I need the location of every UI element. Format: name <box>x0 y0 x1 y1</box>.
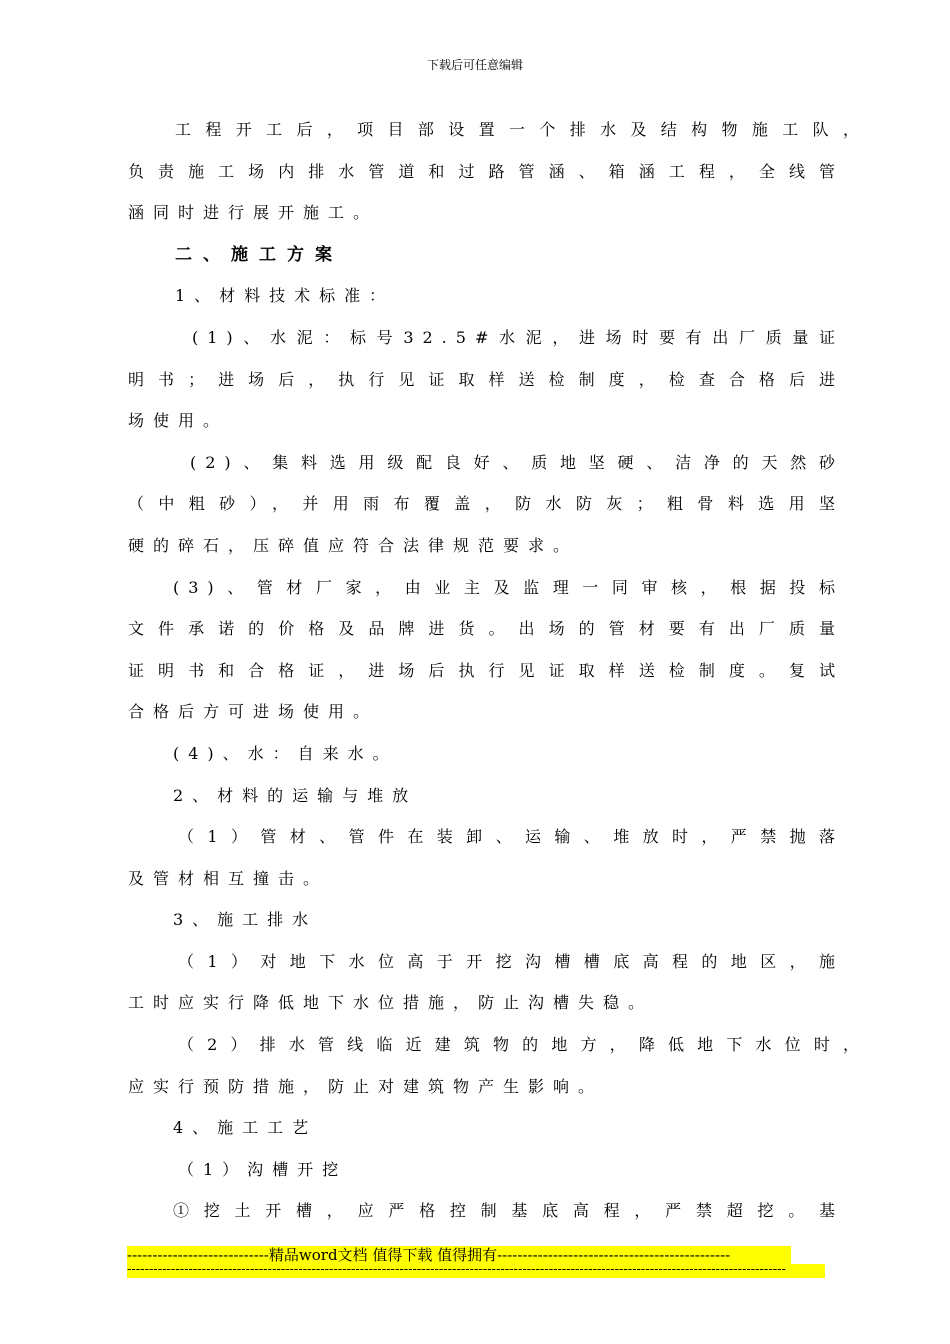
paragraph-line: 场使用。 <box>128 411 229 431</box>
paragraph-line: 4、施工工艺 <box>173 1118 318 1138</box>
paragraph-line: (2)、集料选用级配良好、质地坚硬、洁净的天然砂 <box>190 452 844 472</box>
paragraph-line: 1、材料技术标准： <box>175 286 395 306</box>
paragraph-line: （1）对地下水位高于开挖沟槽槽底高程的地区，施 <box>178 951 844 971</box>
footer-banner: ----------------------------精品word文档 值得下载 值得拥有---------------------------------------------- <box>127 1246 791 1264</box>
paragraph-line: 应实行预防措施，防止对建筑物产生影响。 <box>128 1076 604 1096</box>
paragraph-line: ①挖土开槽，应严格控制基底高程，严禁超挖。基 <box>173 1201 844 1221</box>
paragraph-line: (1)、水泥：标号32.5#水泥，进场时要有出厂质量证 <box>192 327 844 347</box>
paragraph-line: 合格后方可进场使用。 <box>128 702 379 722</box>
paragraph-line: 工程开工后，项目部设置一个排水及结构物施工队， <box>175 120 868 139</box>
paragraph-line: 及管材相互撞击。 <box>128 868 329 888</box>
page-footer <box>127 1246 825 1278</box>
paragraph-line: 明书；进场后，执行见证取样送检制度，检查合格后进 <box>128 369 844 389</box>
footer-rule: ------------------------------------------------------------------------------------------------------------------------------------------------------ <box>127 1264 825 1278</box>
paragraph-line: 3、施工排水 <box>173 910 318 930</box>
paragraph-line: 2、材料的运输与堆放 <box>173 785 418 805</box>
paragraph-line: 硬的碎石，压碎值应符合法律规范要求。 <box>128 535 579 555</box>
section-heading: 二、施工方案 <box>175 244 343 265</box>
paragraph-line: 工时应实行降低地下水位措施，防止沟槽失稳。 <box>128 993 654 1013</box>
paragraph-line: （2）排水管线临近建筑物的地方，降低地下水位时， <box>178 1035 868 1055</box>
paragraph-line: （中粗砂），并用雨布覆盖，防水防灰；粗骨料选用坚 <box>128 494 844 514</box>
paragraph-line: （1）管材、管件在装卸、运输、堆放时，严禁抛落 <box>178 827 844 847</box>
paragraph-line: (3)、管材厂家，由业主及监理一同审核，根据投标 <box>173 577 844 597</box>
page-header: 下载后可任意编辑 <box>426 58 523 72</box>
paragraph-line: （1）沟槽开挖 <box>178 1159 348 1179</box>
paragraph-line: 负责施工场内排水管道和过路管涵、箱涵工程，全线管 <box>128 161 844 181</box>
paragraph-line: 证明书和合格证，进场后执行见证取样送检制度。复试 <box>128 660 844 680</box>
paragraph-line: 文件承诺的价格及品牌进货。出场的管材要有出厂质量 <box>128 619 844 639</box>
paragraph-line: (4)、水：自来水。 <box>173 743 398 763</box>
document-body <box>128 117 868 1240</box>
paragraph-line: 涵同时进行展开施工。 <box>128 203 379 223</box>
